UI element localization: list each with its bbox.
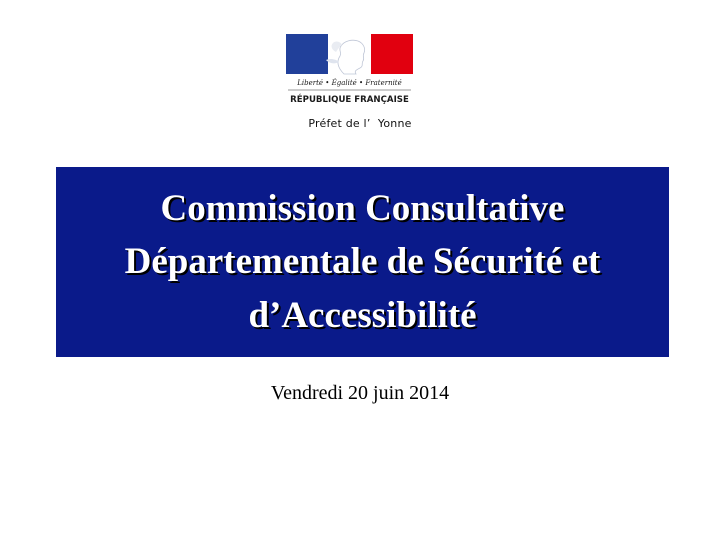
slide-title xyxy=(63,182,663,343)
flag-blue-band xyxy=(286,34,328,74)
title-line-1: Commission Consultative xyxy=(160,187,565,229)
prefet-label: Préfet de l’ Yonne xyxy=(308,117,412,130)
title-box xyxy=(56,167,669,357)
title-line-3: d’Accessibilité xyxy=(248,294,477,336)
title-line-2: Départementale de Sécurité et xyxy=(124,241,601,283)
meeting-date: Vendredi 20 juin 2014 xyxy=(270,382,450,404)
marianne-logo xyxy=(286,34,413,110)
flag-red-band xyxy=(371,34,413,74)
motto-text: Liberté • Égalité • Fraternité xyxy=(297,79,402,87)
republique-text: RÉPUBLIQUE FRANÇAISE xyxy=(290,95,409,105)
